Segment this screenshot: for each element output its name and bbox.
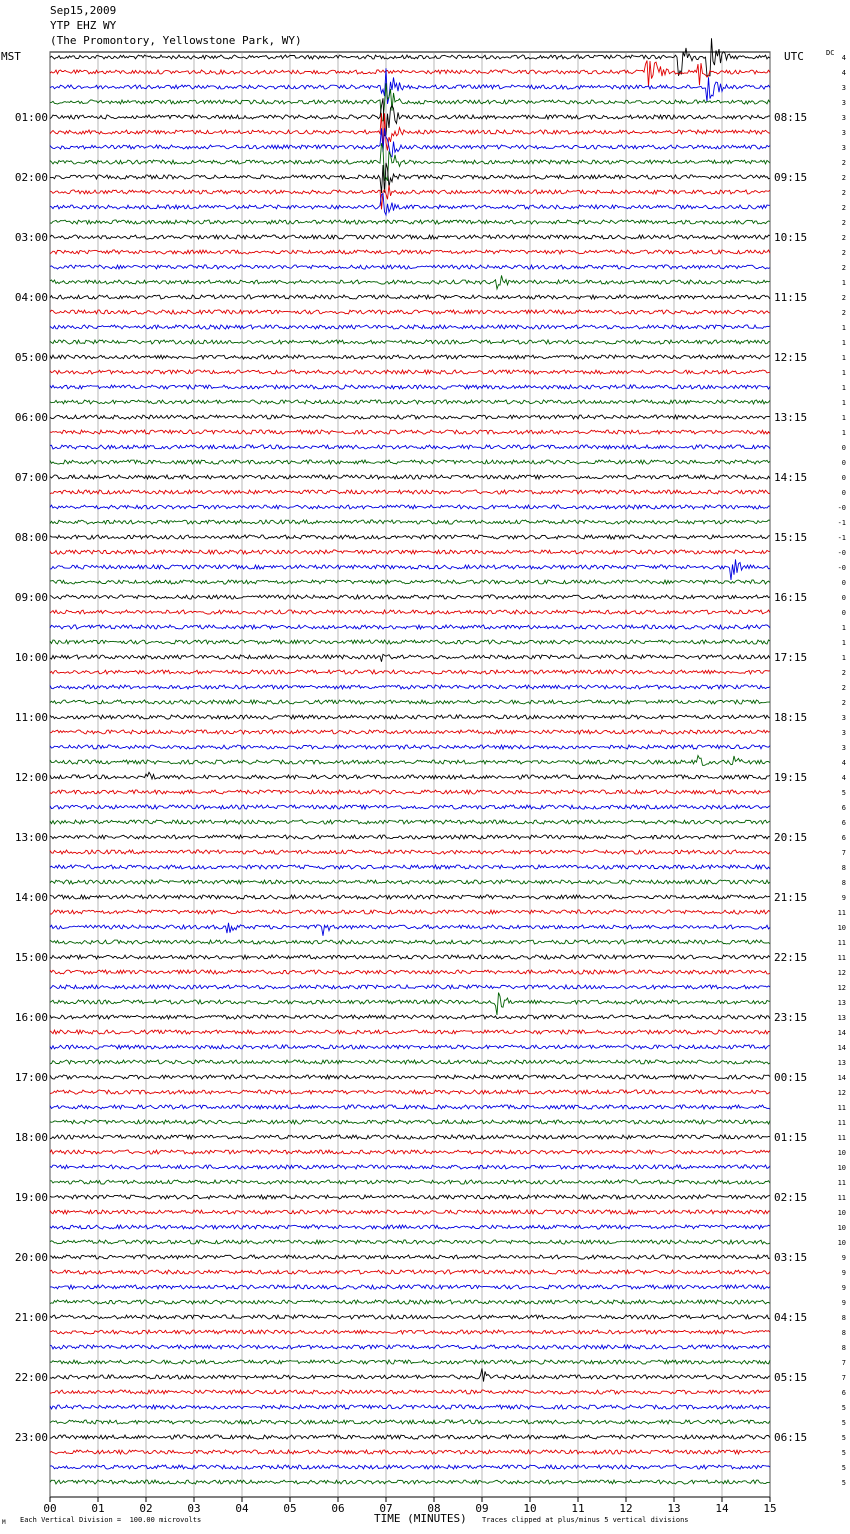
dc-offset-value: 3 xyxy=(841,744,846,752)
dc-offset-value: 2 xyxy=(841,309,846,317)
dc-offset-value: 11 xyxy=(837,1119,846,1127)
seismic-trace xyxy=(50,670,770,674)
right-timezone-label: UTC xyxy=(784,50,804,63)
dc-offset-value: 10 xyxy=(837,1149,846,1157)
mst-hour-label: 19:00 xyxy=(14,1191,48,1204)
utc-hour-label: 20:15 xyxy=(774,831,808,844)
seismic-trace xyxy=(50,820,770,824)
x-tick-label: 15 xyxy=(763,1502,777,1515)
seismic-trace xyxy=(50,1345,770,1349)
seismic-trace xyxy=(50,910,770,914)
dc-offset-value: 5 xyxy=(841,1434,846,1442)
seismic-trace xyxy=(50,535,770,539)
seismic-trace xyxy=(50,194,770,215)
dc-offset-value: 1 xyxy=(841,399,846,407)
dc-offset-value: 13 xyxy=(837,1059,846,1067)
dc-offset-value: 2 xyxy=(841,234,846,242)
seismic-trace xyxy=(50,625,770,629)
seismic-trace xyxy=(50,865,770,869)
seismic-trace xyxy=(50,595,770,599)
seismic-trace xyxy=(50,235,770,239)
plot-frame xyxy=(50,52,770,1497)
mst-hour-label: 04:00 xyxy=(14,291,48,304)
seismic-trace xyxy=(50,1030,770,1034)
seismic-trace xyxy=(50,1165,770,1169)
x-tick-label: 02 xyxy=(139,1502,153,1515)
dc-offset-value: 5 xyxy=(841,1479,846,1487)
seismic-trace xyxy=(50,445,770,449)
utc-hour-label: 03:15 xyxy=(774,1251,808,1264)
utc-hour-label: 14:15 xyxy=(774,471,808,484)
mst-hour-label: 12:00 xyxy=(14,771,48,784)
seismic-trace xyxy=(50,550,770,554)
seismic-trace xyxy=(50,325,770,329)
x-tick-label: 04 xyxy=(235,1502,249,1515)
utc-hour-label: 22:15 xyxy=(774,951,808,964)
dc-offset-value: 4 xyxy=(841,774,846,782)
dc-offset-value: 2 xyxy=(841,699,846,707)
dc-offset-value: 4 xyxy=(841,54,846,62)
dc-offset-value: 10 xyxy=(837,1209,846,1217)
mst-hour-label: 05:00 xyxy=(14,351,48,364)
dc-offset-value: 4 xyxy=(841,69,846,77)
seismic-trace xyxy=(50,1270,770,1274)
seismic-trace xyxy=(50,460,770,464)
seismic-trace xyxy=(50,923,770,936)
seismic-trace xyxy=(50,1360,770,1364)
seismic-trace xyxy=(50,1090,770,1094)
mst-hour-label: 11:00 xyxy=(14,711,48,724)
dc-offset-value: 0 xyxy=(841,444,846,452)
dc-offset-value: 2 xyxy=(841,249,846,257)
station-location: (The Promontory, Yellowstone Park, WY) xyxy=(50,34,302,47)
dc-offset-value: 13 xyxy=(837,1014,846,1022)
utc-hour-label: 05:15 xyxy=(774,1371,808,1384)
dc-offset-value: 11 xyxy=(837,1194,846,1202)
dc-offset-value: 2 xyxy=(841,159,846,167)
mst-hour-label: 21:00 xyxy=(14,1311,48,1324)
mst-hour-label: 10:00 xyxy=(14,651,48,664)
mst-hour-label: 08:00 xyxy=(14,531,48,544)
seismic-trace xyxy=(50,835,770,839)
utc-hour-label: 01:15 xyxy=(774,1131,808,1144)
seismic-trace xyxy=(50,1120,770,1124)
mst-hour-label: 18:00 xyxy=(14,1131,48,1144)
dc-offset-value: 9 xyxy=(841,1284,846,1292)
mst-hour-label: 16:00 xyxy=(14,1011,48,1024)
seismic-trace xyxy=(50,895,770,899)
dc-offset-value: 12 xyxy=(837,984,846,992)
seismic-trace xyxy=(50,505,770,509)
utc-hour-label: 23:15 xyxy=(774,1011,808,1024)
scale-note: Each Vertical Division = 100.00 microvolts xyxy=(20,1516,202,1524)
mst-hour-label: 17:00 xyxy=(14,1071,48,1084)
dc-offset-value: 10 xyxy=(837,1239,846,1247)
seismic-trace xyxy=(50,310,770,314)
seismic-trace xyxy=(50,475,770,479)
mst-hour-label: 03:00 xyxy=(14,231,48,244)
dc-offset-value: 10 xyxy=(837,924,846,932)
seismic-trace xyxy=(50,1368,770,1381)
mst-hour-label: 22:00 xyxy=(14,1371,48,1384)
seismic-trace xyxy=(50,985,770,989)
dc-offset-value: 1 xyxy=(841,279,846,287)
x-tick-label: 11 xyxy=(571,1502,585,1515)
dc-offset-value: 8 xyxy=(841,879,846,887)
seismic-trace xyxy=(50,1105,770,1109)
dc-offset-value: 11 xyxy=(837,1104,846,1112)
seismic-trace xyxy=(50,1465,770,1469)
dc-offset-value: 3 xyxy=(841,84,846,92)
dc-offset-value: 3 xyxy=(841,114,846,122)
dc-offset-value: 11 xyxy=(837,954,846,962)
dc-offset-value: -1 xyxy=(837,519,846,527)
mst-hour-label: 23:00 xyxy=(14,1431,48,1444)
utc-hour-label: 00:15 xyxy=(774,1071,808,1084)
dc-offset-header: DC xyxy=(826,49,835,57)
dc-offset-value: 7 xyxy=(841,849,846,857)
dc-offset-value: 12 xyxy=(837,1089,846,1097)
x-tick-label: 13 xyxy=(667,1502,681,1515)
x-tick-label: 03 xyxy=(187,1502,201,1515)
x-tick-label: 00 xyxy=(43,1502,57,1515)
seismic-trace xyxy=(50,1435,770,1439)
utc-hour-label: 13:15 xyxy=(774,411,808,424)
dc-offset-value: 9 xyxy=(841,894,846,902)
dc-offset-value: 7 xyxy=(841,1374,846,1382)
x-tick-label: 09 xyxy=(475,1502,489,1515)
dc-offset-value: 8 xyxy=(841,1314,846,1322)
dc-offset-value: 3 xyxy=(841,714,846,722)
seismic-trace xyxy=(50,559,770,580)
dc-offset-value: 3 xyxy=(841,144,846,152)
seismic-trace xyxy=(50,955,770,959)
seismic-trace xyxy=(50,730,770,734)
seismic-trace xyxy=(50,1315,770,1319)
seismic-trace xyxy=(50,1210,770,1214)
dc-offset-value: 9 xyxy=(841,1254,846,1262)
seismic-trace xyxy=(50,640,770,644)
seismic-trace xyxy=(50,1045,770,1049)
dc-offset-value: 2 xyxy=(841,294,846,302)
dc-offset-value: 5 xyxy=(841,1464,846,1472)
dc-offset-value: -1 xyxy=(837,534,846,542)
dc-offset-value: 1 xyxy=(841,339,846,347)
dc-offset-value: 0 xyxy=(841,609,846,617)
utc-hour-label: 02:15 xyxy=(774,1191,808,1204)
dc-offset-value: 6 xyxy=(841,834,846,842)
seismic-trace xyxy=(50,1015,770,1019)
dc-offset-value: 5 xyxy=(841,1419,846,1427)
seismic-trace xyxy=(50,970,770,974)
seismic-trace xyxy=(50,1330,770,1334)
x-tick-label: 07 xyxy=(379,1502,393,1515)
dc-offset-value: 3 xyxy=(841,99,846,107)
seismic-trace xyxy=(50,340,770,344)
dc-offset-value: 8 xyxy=(841,1329,846,1337)
seismic-trace xyxy=(50,940,770,944)
dc-offset-value: 2 xyxy=(841,669,846,677)
seismic-trace xyxy=(50,1450,770,1454)
seismic-trace xyxy=(50,1255,770,1259)
seismic-trace xyxy=(50,400,770,404)
dc-offset-value: 1 xyxy=(841,369,846,377)
seismic-trace xyxy=(50,805,770,809)
utc-hour-label: 08:15 xyxy=(774,111,808,124)
utc-hour-label: 18:15 xyxy=(774,711,808,724)
seismic-trace xyxy=(50,654,770,661)
x-axis-title: TIME (MINUTES) xyxy=(374,1512,467,1525)
seismic-trace xyxy=(50,1135,770,1139)
dc-offset-value: 2 xyxy=(841,219,846,227)
mst-hour-label: 07:00 xyxy=(14,471,48,484)
utc-hour-label: 15:15 xyxy=(774,531,808,544)
seismic-trace xyxy=(50,163,770,193)
x-tick-label: 12 xyxy=(619,1502,633,1515)
utc-hour-label: 17:15 xyxy=(774,651,808,664)
seismic-trace xyxy=(50,415,770,419)
seismic-trace xyxy=(50,265,770,269)
seismic-trace xyxy=(50,275,770,289)
seismic-trace xyxy=(50,1390,770,1394)
seismic-trace xyxy=(50,756,770,766)
station-code: YTP EHZ WY xyxy=(50,19,117,32)
dc-offset-value: 1 xyxy=(841,429,846,437)
seismic-trace xyxy=(50,685,770,689)
seismic-trace xyxy=(50,1285,770,1289)
seismic-trace xyxy=(50,490,770,494)
dc-offset-value: 14 xyxy=(837,1074,846,1082)
dc-offset-value: 8 xyxy=(841,864,846,872)
dc-offset-value: -0 xyxy=(837,504,846,512)
dc-offset-value: -0 xyxy=(837,549,846,557)
dc-offset-value: 12 xyxy=(837,969,846,977)
dc-offset-value: 5 xyxy=(841,1404,846,1412)
dc-offset-value: -0 xyxy=(837,564,846,572)
dc-offset-value: 10 xyxy=(837,1164,846,1172)
mst-hour-label: 06:00 xyxy=(14,411,48,424)
x-tick-label: 10 xyxy=(523,1502,537,1515)
seismic-trace xyxy=(50,993,770,1015)
utc-hour-label: 16:15 xyxy=(774,591,808,604)
seismic-trace xyxy=(50,1300,770,1304)
utc-hour-label: 06:15 xyxy=(774,1431,808,1444)
dc-offset-value: 7 xyxy=(841,1359,846,1367)
utc-hour-label: 12:15 xyxy=(774,351,808,364)
dc-offset-value: 1 xyxy=(841,324,846,332)
dc-offset-value: 1 xyxy=(841,414,846,422)
seismic-trace xyxy=(50,1420,770,1424)
dc-offset-value: 4 xyxy=(841,759,846,767)
seismic-trace xyxy=(50,1060,770,1064)
seismic-trace xyxy=(50,1075,770,1079)
dc-offset-value: 0 xyxy=(841,594,846,602)
left-timezone-label: MST xyxy=(1,50,21,63)
dc-offset-value: 6 xyxy=(841,804,846,812)
seismic-trace xyxy=(50,610,770,614)
dc-offset-value: 1 xyxy=(841,639,846,647)
clip-note: Traces clipped at plus/minus 5 vertical divisions xyxy=(482,1516,689,1524)
utc-hour-label: 09:15 xyxy=(774,171,808,184)
seismic-trace xyxy=(50,580,770,584)
x-tick-label: 06 xyxy=(331,1502,345,1515)
utc-hour-label: 10:15 xyxy=(774,231,808,244)
mst-hour-label: 02:00 xyxy=(14,171,48,184)
dc-offset-value: 1 xyxy=(841,624,846,632)
dc-offset-value: 6 xyxy=(841,1389,846,1397)
dc-offset-value: 14 xyxy=(837,1029,846,1037)
seismic-trace xyxy=(50,1405,770,1409)
x-tick-label: 08 xyxy=(427,1502,441,1515)
dc-offset-value: 3 xyxy=(841,129,846,137)
seismic-trace xyxy=(50,745,770,749)
seismic-trace xyxy=(50,1240,770,1244)
seismic-trace xyxy=(50,1225,770,1229)
mst-hour-label: 13:00 xyxy=(14,831,48,844)
dc-offset-value: 8 xyxy=(841,1344,846,1352)
dc-offset-value: 11 xyxy=(837,1134,846,1142)
seismic-trace xyxy=(50,355,770,359)
mst-hour-label: 09:00 xyxy=(14,591,48,604)
seismic-trace xyxy=(50,772,770,779)
seismic-trace xyxy=(50,850,770,854)
seismic-trace xyxy=(50,1195,770,1199)
chart-date: Sep15,2009 xyxy=(50,4,117,17)
dc-offset-value: 1 xyxy=(841,354,846,362)
seismic-trace xyxy=(50,295,770,299)
dc-offset-value: 1 xyxy=(841,654,846,662)
utc-hour-label: 11:15 xyxy=(774,291,808,304)
utc-hour-label: 19:15 xyxy=(774,771,808,784)
utc-hour-label: 04:15 xyxy=(774,1311,808,1324)
dc-offset-value: 14 xyxy=(837,1044,846,1052)
dc-offset-value: 2 xyxy=(841,189,846,197)
dc-offset-value: 5 xyxy=(841,789,846,797)
dc-offset-value: 9 xyxy=(841,1269,846,1277)
dc-offset-value: 0 xyxy=(841,579,846,587)
dc-offset-value: 6 xyxy=(841,819,846,827)
seismic-trace xyxy=(50,790,770,794)
dc-offset-value: 9 xyxy=(841,1299,846,1307)
seismic-trace xyxy=(50,61,770,87)
x-tick-label: 14 xyxy=(715,1502,729,1515)
dc-offset-value: 11 xyxy=(837,909,846,917)
seismic-trace xyxy=(50,1150,770,1154)
seismic-trace xyxy=(50,700,770,704)
seismic-trace xyxy=(50,520,770,524)
seismic-trace xyxy=(50,250,770,254)
dc-offset-value: 3 xyxy=(841,729,846,737)
dc-offset-value: 0 xyxy=(841,459,846,467)
dc-offset-value: 2 xyxy=(841,264,846,272)
dc-offset-value: 5 xyxy=(841,1449,846,1457)
seismic-trace xyxy=(50,370,770,374)
dc-offset-value: 11 xyxy=(837,939,846,947)
dc-offset-value: 2 xyxy=(841,204,846,212)
corner-mark: M xyxy=(2,1519,6,1526)
dc-offset-value: 10 xyxy=(837,1224,846,1232)
seismic-trace xyxy=(50,385,770,389)
utc-hour-label: 21:15 xyxy=(774,891,808,904)
seismic-trace xyxy=(50,1180,770,1184)
mst-hour-label: 14:00 xyxy=(14,891,48,904)
dc-offset-value: 2 xyxy=(841,684,846,692)
x-tick-label: 01 xyxy=(91,1502,105,1515)
dc-offset-value: 13 xyxy=(837,999,846,1007)
x-tick-label: 05 xyxy=(283,1502,297,1515)
seismic-trace xyxy=(50,1480,770,1484)
dc-offset-value: 0 xyxy=(841,489,846,497)
mst-hour-label: 20:00 xyxy=(14,1251,48,1264)
seismic-trace xyxy=(50,220,770,224)
mst-hour-label: 01:00 xyxy=(14,111,48,124)
dc-offset-value: 11 xyxy=(837,1179,846,1187)
seismic-trace xyxy=(50,430,770,434)
seismic-trace xyxy=(50,880,770,884)
dc-offset-value: 2 xyxy=(841,174,846,182)
mst-hour-label: 15:00 xyxy=(14,951,48,964)
dc-offset-value: 1 xyxy=(841,384,846,392)
seismic-trace xyxy=(50,715,770,719)
dc-offset-value: 0 xyxy=(841,474,846,482)
